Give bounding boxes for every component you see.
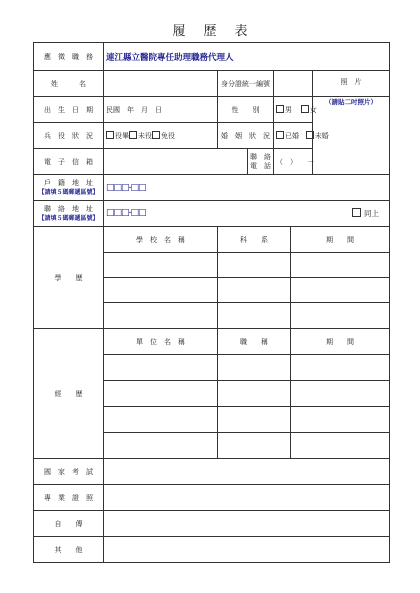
exam-label: 國 家 考 試 [34,459,104,485]
experience-title-cell[interactable] [218,355,291,381]
autobiography-label: 自 傳 [34,511,104,537]
military-exempt-label: 免役 [161,131,175,140]
education-period-cell[interactable] [291,253,390,278]
military-not-done-checkbox[interactable] [129,131,137,139]
resume-form [33,42,390,563]
education-period-cell[interactable] [291,303,390,329]
photo-label: 照 片 [340,78,362,86]
education-period-cell[interactable] [291,278,390,303]
same-as-above-checkbox[interactable] [352,208,361,217]
email-field[interactable] [104,149,248,175]
military-not-done-label: 未役 [138,131,152,140]
education-major-cell[interactable] [218,278,291,303]
experience-header-org: 單 位 名 稱 [104,329,218,355]
experience-title-cell[interactable] [218,433,291,459]
exam-field[interactable] [104,459,390,485]
mailing-address-hint: 【請填５碼郵遞區號】 [38,214,99,222]
position-label: 應 徵 職 務 [34,43,104,71]
military-exempt-checkbox[interactable] [152,131,160,139]
same-as-above-label: 同上 [364,209,380,218]
experience-period-cell[interactable] [291,433,390,459]
license-label: 專 業 證 照 [34,485,104,511]
name-label: 姓 名 [34,71,104,97]
marital-married-label: 已婚 [285,131,299,140]
phone-label-line2: 電 話 [250,161,271,170]
autobiography-field[interactable] [104,511,390,537]
experience-org-cell[interactable] [104,355,218,381]
education-header-school: 學 校 名 稱 [104,227,218,253]
mailing-address-label-cell [34,201,104,227]
photo-label-cell [313,71,390,97]
gender-female-checkbox[interactable] [301,105,309,113]
education-major-cell[interactable] [218,253,291,278]
experience-header-title: 職 稱 [218,329,291,355]
name-field[interactable] [104,71,218,97]
experience-org-cell[interactable] [104,381,218,407]
gender-male-label: 男 [285,105,292,114]
page-title: 履歷表 [172,24,266,39]
education-school-cell[interactable] [104,253,218,278]
experience-label: 經 歷 [34,329,104,459]
experience-title-cell[interactable] [218,407,291,433]
military-label: 兵 役 狀 況 [34,123,104,149]
other-label: 其 他 [34,537,104,563]
same-as-above [352,208,387,219]
marital-single-label: 未婚 [314,131,329,140]
experience-header-period: 期 間 [291,329,390,355]
marital-options [274,123,329,149]
registered-address-label: 戶 籍 地 址 [44,178,93,187]
registered-address-field[interactable] [104,175,390,201]
experience-org-cell[interactable] [104,433,218,459]
phone-label-line1: 聯 絡 [250,152,271,161]
education-label: 學 歷 [34,227,104,329]
education-major-cell[interactable] [218,303,291,329]
birth-label: 出 生 日 期 [34,97,104,123]
mailing-zip-boxes[interactable]: □□□-□□ [106,208,146,218]
gender-male-checkbox[interactable] [276,105,284,113]
education-school-cell[interactable] [104,303,218,329]
education-header-period: 期 間 [291,227,390,253]
registered-address-label-cell [34,175,104,201]
experience-period-cell[interactable] [291,381,390,407]
military-done-checkbox[interactable] [106,131,114,139]
gender-label: 性 別 [218,97,274,123]
experience-period-cell[interactable] [291,355,390,381]
experience-period-cell[interactable] [291,407,390,433]
military-done-label: 役畢 [115,131,129,140]
position-value[interactable]: 連江縣立醫院專任助理職務代理人 [104,43,390,71]
license-field[interactable] [104,485,390,511]
photo-hint: （請貼二吋照片） [325,98,378,106]
email-label: 電 子 信 箱 [34,149,104,175]
registered-zip-boxes[interactable]: □□□-□□ [106,182,146,193]
education-school-cell[interactable] [104,278,218,303]
marital-label: 婚 姻 狀 況 [218,123,274,149]
experience-title-cell[interactable] [218,381,291,407]
mailing-address-label: 聯 絡 地 址 [44,204,93,213]
gender-female-label: 女 [309,105,317,114]
registered-address-hint: 【請填５碼郵遞區號】 [38,188,99,196]
phone-label [248,149,274,175]
education-header-major: 科 系 [218,227,291,253]
phone-field[interactable]: （ ） － [274,149,313,175]
mailing-address-field[interactable] [104,201,390,227]
marital-married-checkbox[interactable] [276,131,284,139]
marital-single-checkbox[interactable] [306,131,314,139]
experience-org-cell[interactable] [104,407,218,433]
military-options [104,123,218,149]
birth-field[interactable]: 民國 年 月 日 [104,97,218,123]
other-field[interactable] [104,537,390,563]
id-number-label: 身分證統一編號 [218,71,274,97]
gender-options [274,97,317,123]
id-number-field[interactable] [274,71,313,97]
